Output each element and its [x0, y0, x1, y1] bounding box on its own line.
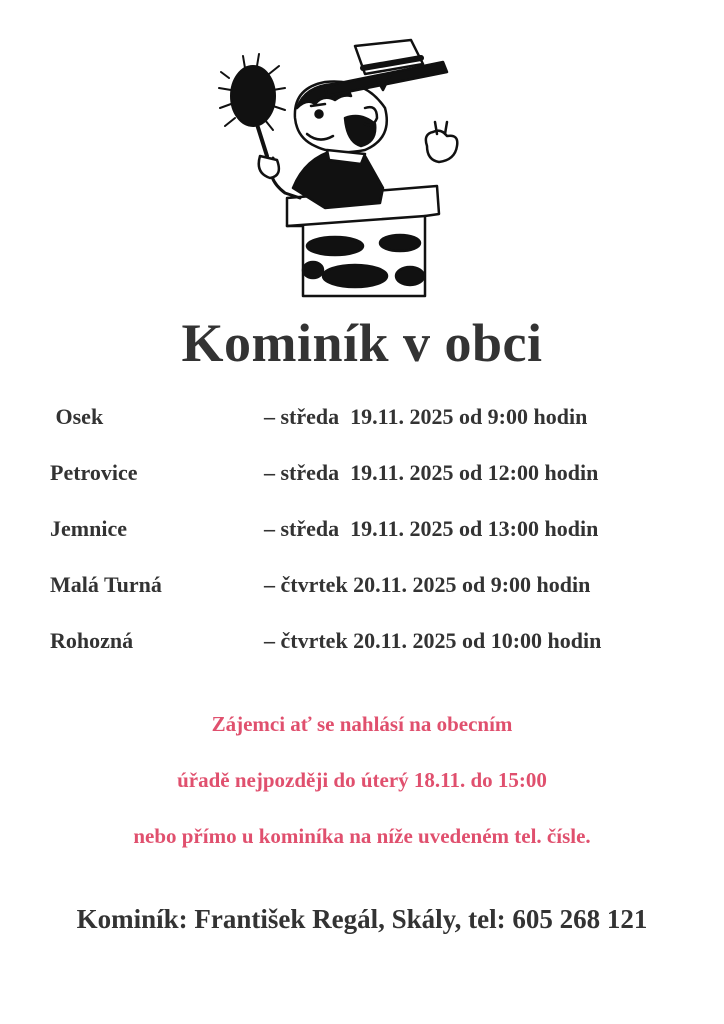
schedule-row	[0, 516, 724, 546]
schedule-row	[0, 628, 724, 658]
schedule-row	[0, 460, 724, 490]
place-name: Petrovice	[50, 460, 138, 485]
notice-line-1: Zájemci ať se nahlásí na obecním	[211, 712, 513, 736]
place-name: Osek	[50, 404, 104, 429]
place-name: Rohozná	[50, 628, 134, 653]
contact-info: Kominík: František Regál, Skály, tel: 605 268 121	[76, 904, 648, 934]
schedule-row	[0, 572, 724, 602]
visit-time: – čtvrtek 20.11. 2025 od 10:00 hodin	[264, 628, 602, 653]
place-name: Malá Turná	[50, 572, 162, 597]
place-name: Jemnice	[50, 516, 127, 541]
notice-line-2: úřadě nejpozději do úterý 18.11. do 15:00	[177, 768, 547, 792]
page-title: Kominík v obci	[181, 313, 543, 373]
visit-time: – středa 19.11. 2025 od 12:00 hodin	[264, 460, 599, 485]
visit-time: – středa 19.11. 2025 od 13:00 hodin	[264, 516, 599, 541]
chimney-sweep-icon	[215, 38, 470, 300]
notice-line-3: nebo přímo u kominíka na níže uvedeném tel. čísle.	[133, 824, 591, 848]
visit-time: – čtvrtek 20.11. 2025 od 9:00 hodin	[264, 572, 591, 597]
visit-time: – středa 19.11. 2025 od 9:00 hodin	[264, 404, 588, 429]
schedule-row	[0, 404, 724, 434]
